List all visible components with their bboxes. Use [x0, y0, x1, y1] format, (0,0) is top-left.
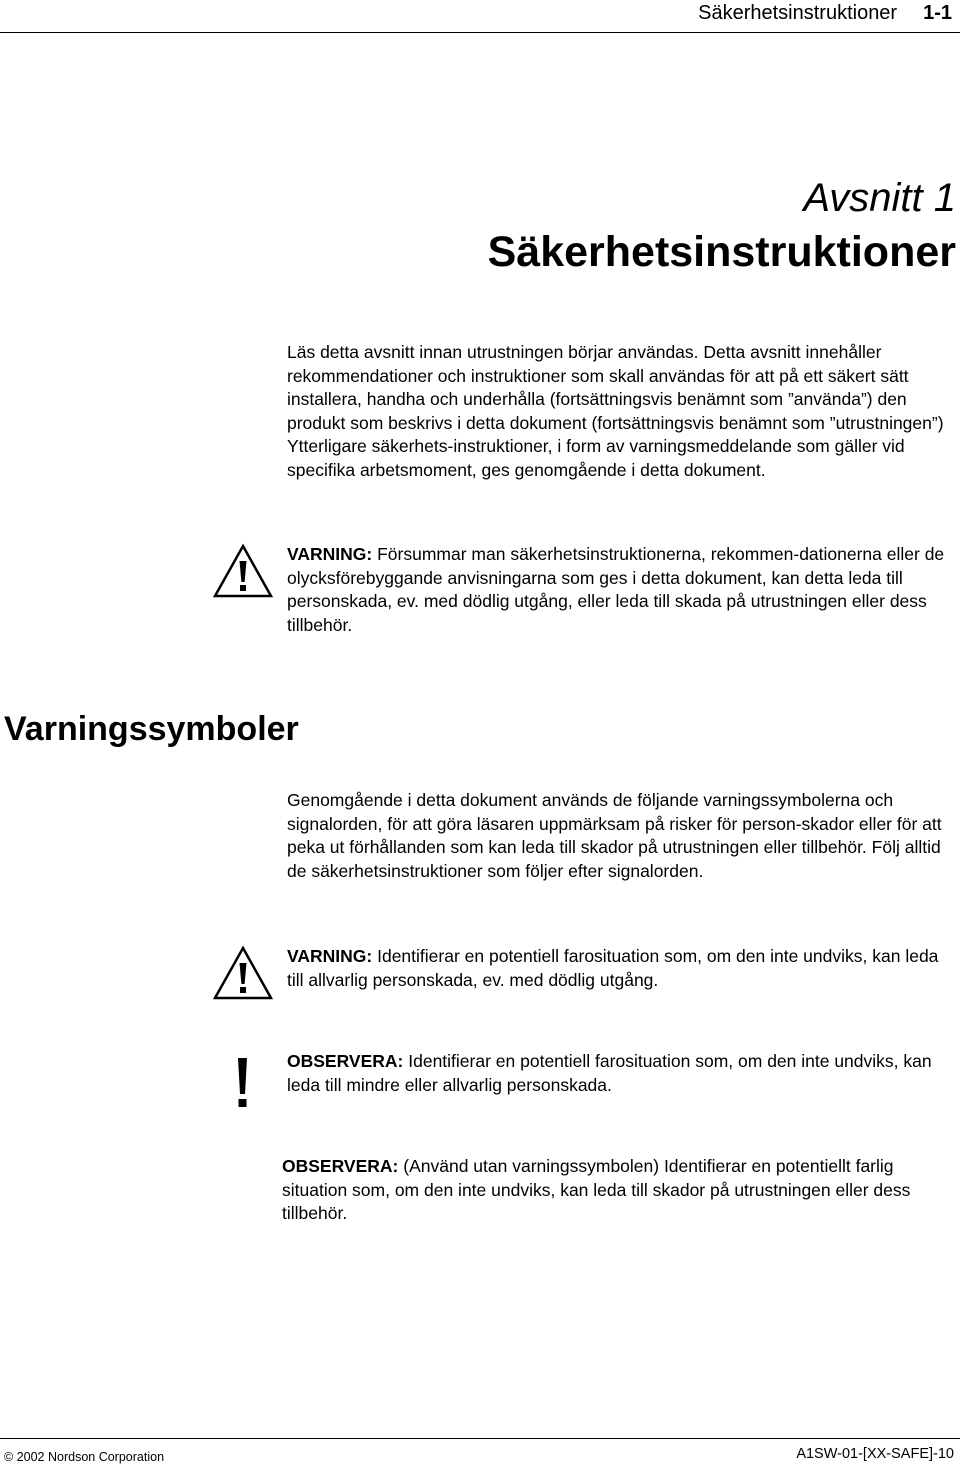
caution-label: OBSERVERA:: [287, 1051, 404, 1071]
notice-label: OBSERVERA:: [282, 1156, 399, 1176]
symbols-heading: Varningssymboler: [4, 710, 299, 748]
warning-triangle-icon: [212, 945, 274, 1001]
section-number: Avsnitt 1: [803, 176, 956, 220]
running-header: [698, 2, 952, 25]
warning-label: VARNING:: [287, 544, 373, 564]
warning-definition: [287, 945, 959, 992]
notice-definition-text: (Använd utan varningssymbolen) Identifierar en potentiellt farlig situation som, om den inte undviks, kan leda till skador på utrustningen eller dess tillbehör.: [282, 1156, 911, 1224]
document-code: A1SW-01-[XX-SAFE]-10: [796, 1446, 954, 1462]
page-number: 1-1: [923, 2, 952, 24]
intro-paragraph: Läs detta avsnitt innan utrustningen börjar användas. Detta avsnitt innehåller rekommendationer och instruktioner som skall användas för att på ett säkert sätt installera, handha och underhålla (fortsättningsvis benämnt som ”använda”) den produkt som beskrivs i detta dokument (fortsättningsvis benämnt som ”utrustningen”) Ytterligare säkerhets-instruktioner, i form av varningsmeddelande som gäller vid specifika arbetsmoment, ges genomgående i detta dokument.: [287, 342, 944, 480]
header-rule: [0, 32, 960, 33]
section-title: Säkerhetsinstruktioner: [487, 228, 956, 276]
exclamation-circle-icon: [210, 1050, 274, 1114]
warning-text: Försummar man säkerhetsinstruktionerna, rekommen-dationerna eller de olycksförebyggande anvisningarna som ges i detta dokument, kan detta leda till personskada, ev. med dödlig utgång, eller leda till skada på utrustningen eller dess tillbehör.: [287, 544, 945, 635]
copyright-icon: ©: [4, 1450, 14, 1464]
copyright: [4, 1450, 164, 1464]
warning-definition-text: Identifierar en potentiell farosituation som, om den inte undviks, kan leda till allvarlig personskada, ev. med dödlig utgång.: [287, 946, 939, 990]
running-title: Säkerhetsinstruktioner: [698, 2, 898, 24]
warning-intro: [287, 543, 959, 637]
caution-definition: [287, 1050, 959, 1097]
caution-definition-text: Identifierar en potentiell farosituation som, om den inte undviks, kan leda till mindre eller allvarlig personskada.: [287, 1051, 932, 1095]
notice-definition: [282, 1155, 958, 1226]
footer-rule: [0, 1438, 960, 1439]
symbols-intro: Genomgående i detta dokument används de följande varningssymbolerna och signalorden, för att göra läsaren uppmärksam på risker för person-skador eller för att peka ut förhållanden som kan leda till skador på utrustningen eller tillbehör. Följ alltid de säkerhetsinstruktioner som följer efter signalorden.: [287, 790, 942, 881]
warning-triangle-icon: [212, 543, 274, 599]
warning-label: VARNING:: [287, 946, 373, 966]
copyright-text: 2002 Nordson Corporation: [16, 1450, 165, 1464]
